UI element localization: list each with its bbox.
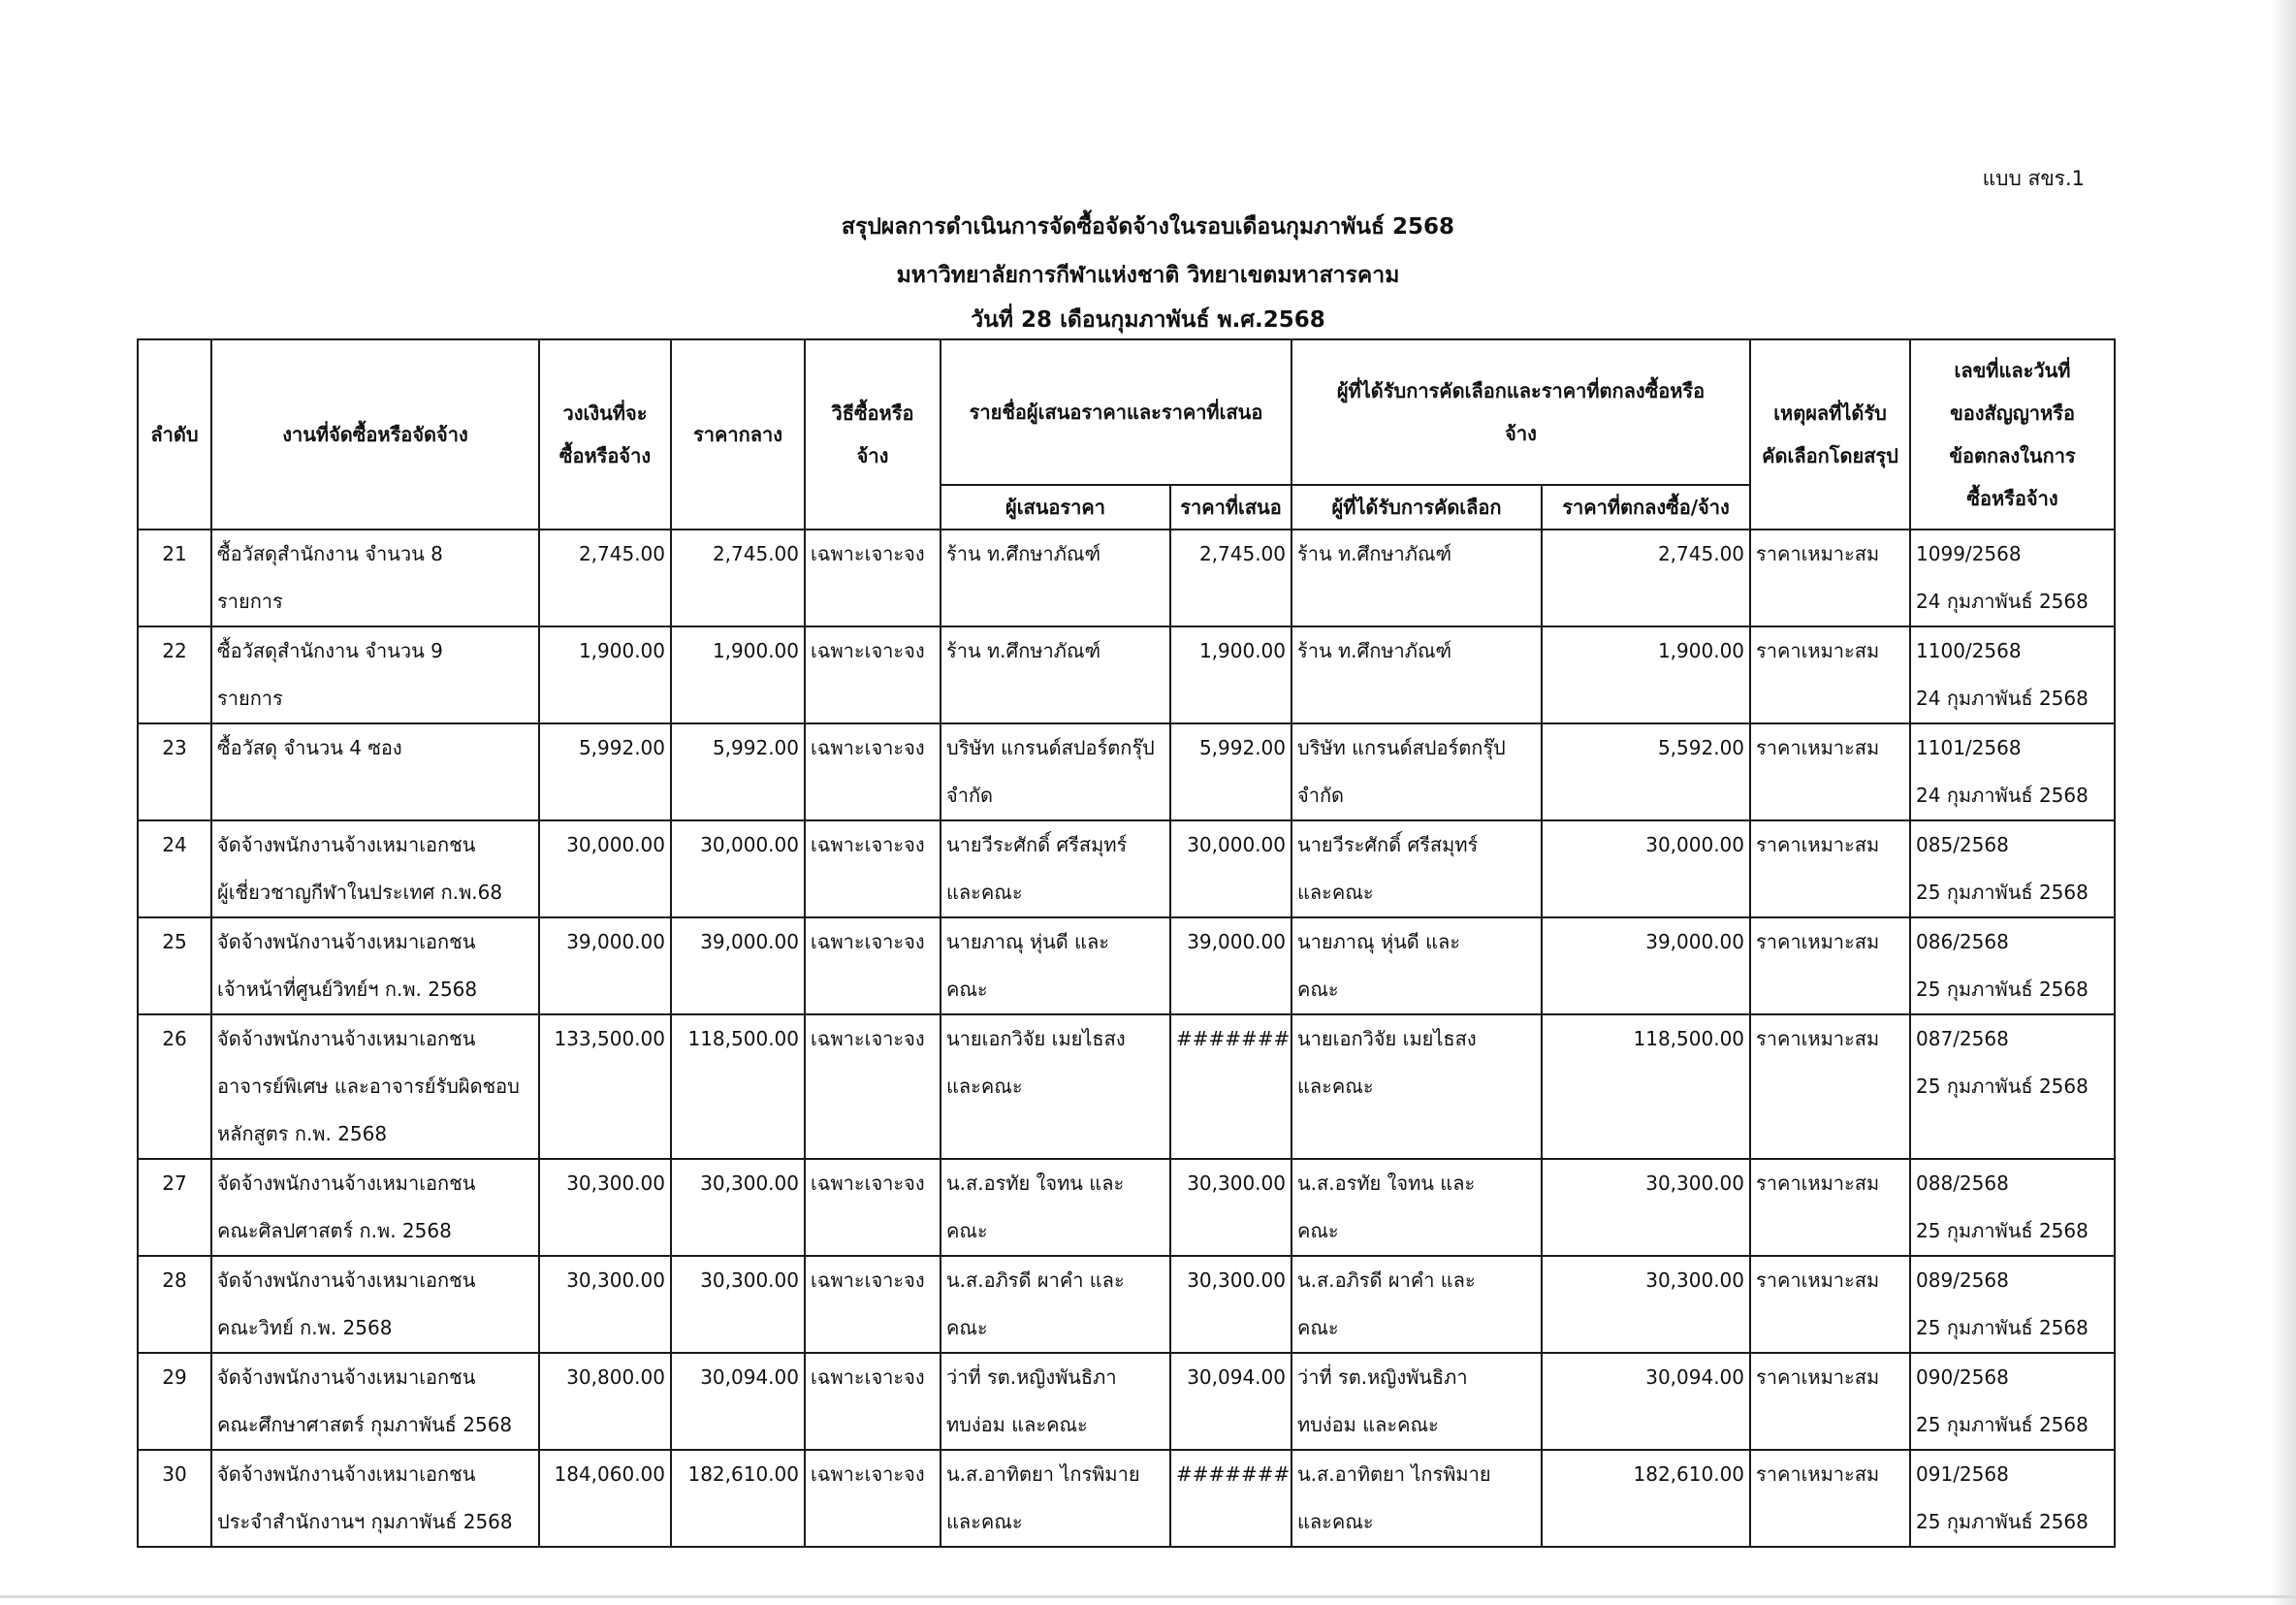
row-agreed-price: 30,000.00 <box>1542 820 1750 917</box>
row-bid-price: 1,900.00 <box>1170 626 1292 723</box>
table-row <box>138 1450 2115 1547</box>
header-bidder: ผู้เสนอราคา <box>941 485 1170 530</box>
row-budget: 5,992.00 <box>539 723 671 820</box>
row-bidder: น.ส.อรทัย ใจทน และ คณะ <box>941 1159 1170 1256</box>
row-median-price: 30,300.00 <box>671 1256 805 1353</box>
row-median-price: 1,900.00 <box>671 626 805 723</box>
row-method: เฉพาะเจาะจง <box>805 723 941 820</box>
header-median-price: ราคากลาง <box>671 339 805 530</box>
row-budget: 30,300.00 <box>539 1159 671 1256</box>
row-seq: 28 <box>138 1256 211 1353</box>
row-bidder: ว่าที่ รต.หญิงพันธิภา ทบง่อม และคณะ <box>941 1353 1170 1450</box>
row-bid-price: ####### <box>1170 1014 1292 1159</box>
row-seq: 22 <box>138 626 211 723</box>
row-budget: 30,800.00 <box>539 1353 671 1450</box>
document-title: สรุปผลการดำเนินการจัดซื้อจัดจ้างในรอบเดือนกุมภาพันธ์ 2568 <box>841 214 1455 240</box>
row-method: เฉพาะเจาะจง <box>805 626 941 723</box>
header-agreed-price: ราคาที่ตกลงซื้อ/จ้าง <box>1542 485 1750 530</box>
row-winner: บริษัท แกรนด์สปอร์ตกรุ๊ป จำกัด <box>1292 723 1542 820</box>
row-bid-price: 2,745.00 <box>1170 530 1292 626</box>
row-method: เฉพาะเจาะจง <box>805 820 941 917</box>
header-winner: ผู้ที่ได้รับการคัดเลือก <box>1292 485 1542 530</box>
header-budget: วงเงินที่จะ ซื้อหรือจ้าง <box>539 339 671 530</box>
report-date: วันที่ 28 เดือนกุมภาพันธ์ พ.ศ.2568 <box>971 307 1325 333</box>
row-reason: ราคาเหมาะสม <box>1750 723 1910 820</box>
table-row <box>138 1256 2115 1353</box>
row-winner: นายเอกวิจัย เมยไธสง และคณะ <box>1292 1014 1542 1159</box>
row-method: เฉพาะเจาะจง <box>805 1353 941 1450</box>
row-method: เฉพาะเจาะจง <box>805 1014 941 1159</box>
row-reason: ราคาเหมาะสม <box>1750 820 1910 917</box>
header-bid-price: ราคาที่เสนอ <box>1170 485 1292 530</box>
row-bidder: บริษัท แกรนด์สปอร์ตกรุ๊ป จำกัด <box>941 723 1170 820</box>
row-median-price: 39,000.00 <box>671 917 805 1014</box>
row-budget: 30,300.00 <box>539 1256 671 1353</box>
row-method: เฉพาะเจาะจง <box>805 1159 941 1256</box>
row-reason: ราคาเหมาะสม <box>1750 1159 1910 1256</box>
row-agreed-price: 1,900.00 <box>1542 626 1750 723</box>
row-bid-price: ####### <box>1170 1450 1292 1547</box>
row-contract: 1101/2568 24 กุมภาพันธ์ 2568 <box>1910 723 2115 820</box>
row-method: เฉพาะเจาะจง <box>805 917 941 1014</box>
row-seq: 21 <box>138 530 211 626</box>
row-method: เฉพาะเจาะจง <box>805 530 941 626</box>
row-median-price: 30,300.00 <box>671 1159 805 1256</box>
row-item: จัดจ้างพนักงานจ้างเหมาเอกชน คณะศึกษาศาสตร์ กุมภาพันธ์ 2568 <box>211 1353 539 1450</box>
row-item: จัดจ้างพนักงานจ้างเหมาเอกชน คณะศิลปศาสตร์ ก.พ. 2568 <box>211 1159 539 1256</box>
row-contract: 090/2568 25 กุมภาพันธ์ 2568 <box>1910 1353 2115 1450</box>
row-bidder: น.ส.อาทิตยา ไกรพิมาย และคณะ <box>941 1450 1170 1547</box>
row-agreed-price: 118,500.00 <box>1542 1014 1750 1159</box>
row-budget: 184,060.00 <box>539 1450 671 1547</box>
row-bidder: ร้าน ท.ศึกษาภัณฑ์ <box>941 530 1170 626</box>
row-reason: ราคาเหมาะสม <box>1750 917 1910 1014</box>
table-row <box>138 917 2115 1014</box>
row-reason: ราคาเหมาะสม <box>1750 530 1910 626</box>
row-contract: 087/2568 25 กุมภาพันธ์ 2568 <box>1910 1014 2115 1159</box>
table-row <box>138 1159 2115 1256</box>
row-agreed-price: 182,610.00 <box>1542 1450 1750 1547</box>
row-budget: 2,745.00 <box>539 530 671 626</box>
row-seq: 26 <box>138 1014 211 1159</box>
row-budget: 30,000.00 <box>539 820 671 917</box>
row-contract: 086/2568 25 กุมภาพันธ์ 2568 <box>1910 917 2115 1014</box>
row-seq: 25 <box>138 917 211 1014</box>
row-winner: น.ส.อภิรดี ผาคำ และ คณะ <box>1292 1256 1542 1353</box>
row-winner: น.ส.อรทัย ใจทน และ คณะ <box>1292 1159 1542 1256</box>
scan-bottom-edge <box>0 1595 2296 1598</box>
row-seq: 30 <box>138 1450 211 1547</box>
row-seq: 29 <box>138 1353 211 1450</box>
row-contract: 085/2568 25 กุมภาพันธ์ 2568 <box>1910 820 2115 917</box>
table-row <box>138 820 2115 917</box>
row-reason: ราคาเหมาะสม <box>1750 1353 1910 1450</box>
header-winner-group: ผู้ที่ได้รับการคัดเลือกและราคาที่ตกลงซื้อหรือ จ้าง <box>1292 339 1750 485</box>
row-winner: นายวีระศักดิ์ ศรีสมุทร์ และคณะ <box>1292 820 1542 917</box>
row-winner: ว่าที่ รต.หญิงพันธิภา ทบง่อม และคณะ <box>1292 1353 1542 1450</box>
header-bidders-group: รายชื่อผู้เสนอราคาและราคาที่เสนอ <box>941 339 1292 485</box>
row-agreed-price: 2,745.00 <box>1542 530 1750 626</box>
row-contract: 091/2568 25 กุมภาพันธ์ 2568 <box>1910 1450 2115 1547</box>
header-method: วิธีซื้อหรือ จ้าง <box>805 339 941 530</box>
row-reason: ราคาเหมาะสม <box>1750 1014 1910 1159</box>
row-method: เฉพาะเจาะจง <box>805 1450 941 1547</box>
university-name: มหาวิทยาลัยการกีฬาแห่งชาติ วิทยาเขตมหาสารคาม <box>896 263 1400 288</box>
row-seq: 27 <box>138 1159 211 1256</box>
row-median-price: 30,000.00 <box>671 820 805 917</box>
row-contract: 089/2568 25 กุมภาพันธ์ 2568 <box>1910 1256 2115 1353</box>
row-median-price: 5,992.00 <box>671 723 805 820</box>
row-method: เฉพาะเจาะจง <box>805 1256 941 1353</box>
row-median-price: 118,500.00 <box>671 1014 805 1159</box>
row-reason: ราคาเหมาะสม <box>1750 1450 1910 1547</box>
row-seq: 24 <box>138 820 211 917</box>
row-contract: 1099/2568 24 กุมภาพันธ์ 2568 <box>1910 530 2115 626</box>
row-bidder: น.ส.อภิรดี ผาคำ และ คณะ <box>941 1256 1170 1353</box>
header-contract: เลขที่และวันที่ ของสัญญาหรือ ข้อตกลงในการ ซื้อหรือจ้าง <box>1910 339 2115 530</box>
row-agreed-price: 5,592.00 <box>1542 723 1750 820</box>
row-bid-price: 30,300.00 <box>1170 1256 1292 1353</box>
procurement-table <box>137 338 2116 1548</box>
row-agreed-price: 30,300.00 <box>1542 1256 1750 1353</box>
row-contract: 1100/2568 24 กุมภาพันธ์ 2568 <box>1910 626 2115 723</box>
row-winner: นายภาณุ หุ่นดี และ คณะ <box>1292 917 1542 1014</box>
row-bidder: นายเอกวิจัย เมยไธสง และคณะ <box>941 1014 1170 1159</box>
header-item: งานที่จัดซื้อหรือจัดจ้าง <box>211 339 539 530</box>
table-row <box>138 1353 2115 1450</box>
row-bid-price: 30,000.00 <box>1170 820 1292 917</box>
row-median-price: 30,094.00 <box>671 1353 805 1450</box>
row-reason: ราคาเหมาะสม <box>1750 1256 1910 1353</box>
row-item: จัดจ้างพนักงานจ้างเหมาเอกชน ผู้เชี่ยวชาญกีฬาในประเทศ ก.พ.68 <box>211 820 539 917</box>
header-seq: ลำดับ <box>138 339 211 530</box>
row-agreed-price: 30,300.00 <box>1542 1159 1750 1256</box>
row-budget: 39,000.00 <box>539 917 671 1014</box>
row-winner: น.ส.อาทิตยา ไกรพิมาย และคณะ <box>1292 1450 1542 1547</box>
row-budget: 1,900.00 <box>539 626 671 723</box>
row-item: ซื้อวัสดุสำนักงาน จำนวน 9 รายการ <box>211 626 539 723</box>
row-item: ซื้อวัสดุสำนักงาน จำนวน 8 รายการ <box>211 530 539 626</box>
row-budget: 133,500.00 <box>539 1014 671 1159</box>
row-winner: ร้าน ท.ศึกษาภัณฑ์ <box>1292 626 1542 723</box>
row-item: จัดจ้างพนักงานจ้างเหมาเอกชน เจ้าหน้าที่ศูนย์วิทย์ฯ ก.พ. 2568 <box>211 917 539 1014</box>
row-bid-price: 30,300.00 <box>1170 1159 1292 1256</box>
row-bid-price: 5,992.00 <box>1170 723 1292 820</box>
row-seq: 23 <box>138 723 211 820</box>
row-contract: 088/2568 25 กุมภาพันธ์ 2568 <box>1910 1159 2115 1256</box>
row-bidder: ร้าน ท.ศึกษาภัณฑ์ <box>941 626 1170 723</box>
row-item: จัดจ้างพนักงานจ้างเหมาเอกชน ประจำสำนักงานฯ กุมภาพันธ์ 2568 <box>211 1450 539 1547</box>
row-reason: ราคาเหมาะสม <box>1750 626 1910 723</box>
row-item: จัดจ้างพนักงานจ้างเหมาเอกชน คณะวิทย์ ก.พ. 2568 <box>211 1256 539 1353</box>
row-median-price: 2,745.00 <box>671 530 805 626</box>
row-agreed-price: 30,094.00 <box>1542 1353 1750 1450</box>
table-row <box>138 626 2115 723</box>
row-bidder: นายภาณุ หุ่นดี และ คณะ <box>941 917 1170 1014</box>
row-median-price: 182,610.00 <box>671 1450 805 1547</box>
row-agreed-price: 39,000.00 <box>1542 917 1750 1014</box>
row-bid-price: 39,000.00 <box>1170 917 1292 1014</box>
header-reason: เหตุผลที่ได้รับ คัดเลือกโดยสรุป <box>1750 339 1910 530</box>
row-winner: ร้าน ท.ศึกษาภัณฑ์ <box>1292 530 1542 626</box>
table-row <box>138 723 2115 820</box>
form-code: แบบ สขร.1 <box>1982 167 2085 190</box>
row-bidder: นายวีระศักดิ์ ศรีสมุทร์ และคณะ <box>941 820 1170 917</box>
table-row <box>138 530 2115 626</box>
table-row <box>138 1014 2115 1159</box>
row-item: จัดจ้างพนักงานจ้างเหมาเอกชน อาจารย์พิเศษ และอาจารย์รับผิดชอบ หลักสูตร ก.พ. 2568 <box>211 1014 539 1159</box>
row-bid-price: 30,094.00 <box>1170 1353 1292 1450</box>
row-item: ซื้อวัสดุ จำนวน 4 ซอง <box>211 723 539 820</box>
